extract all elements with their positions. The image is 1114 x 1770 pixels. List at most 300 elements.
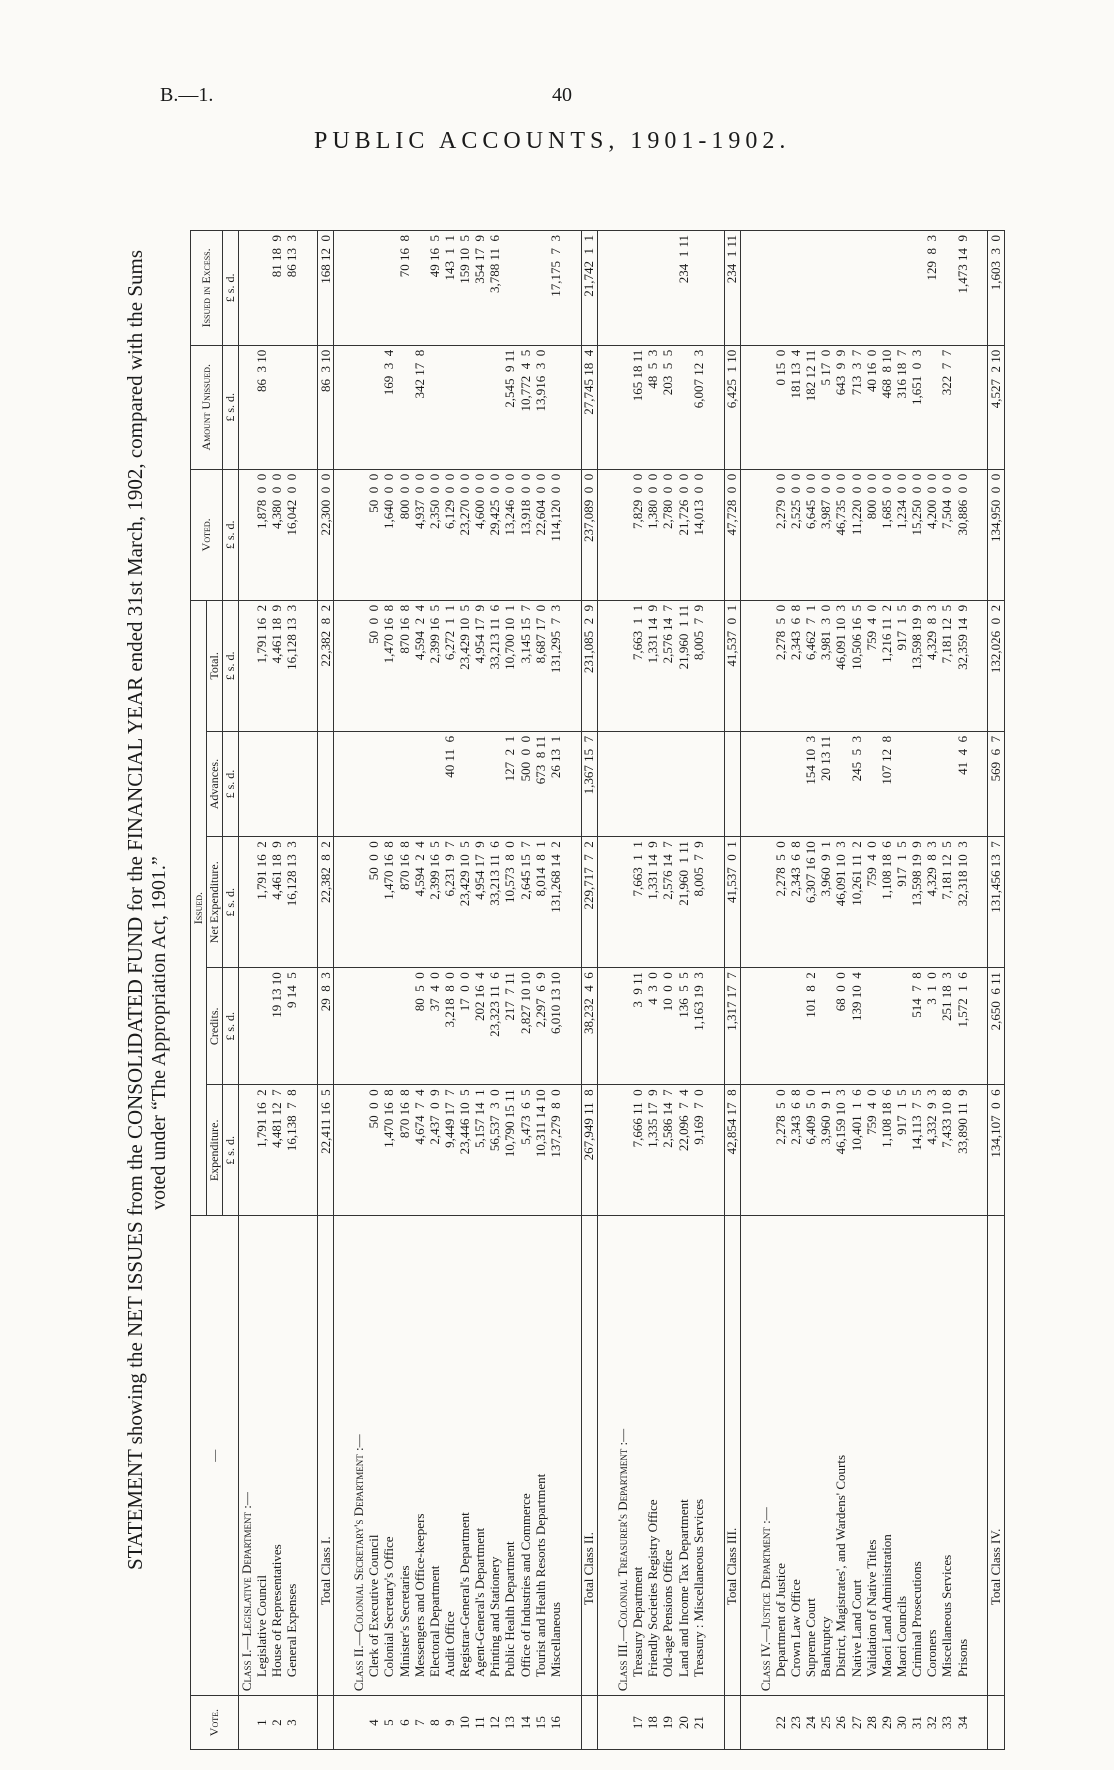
class-heading-row xyxy=(758,231,773,1750)
total-credits-cell: 38,232 4 6 xyxy=(581,968,597,1085)
unissued-cell xyxy=(488,345,503,469)
excess-cell xyxy=(879,231,894,346)
spacer-cell xyxy=(334,469,352,600)
spacer-cell xyxy=(334,1085,352,1216)
credits-cell: 2,827 10 10 xyxy=(518,968,533,1085)
excess-cell: 3,788 11 6 xyxy=(488,231,503,346)
unissued-cell xyxy=(427,345,442,469)
total-cell: 50 0 0 xyxy=(367,600,382,731)
spacer-row xyxy=(334,231,352,1750)
spacer-cell xyxy=(970,345,988,469)
advances-cell xyxy=(615,731,630,836)
advances-cell xyxy=(894,731,909,836)
credits-cell: 3,218 8 0 xyxy=(442,968,457,1085)
volume-reference: B.—1. xyxy=(160,84,214,106)
expenditure-cell: 46,159 10 3 xyxy=(834,1085,849,1216)
spacer-cell xyxy=(563,1216,581,1696)
spacer-cell xyxy=(300,231,318,346)
total-cell: 46,091 10 3 xyxy=(834,600,849,731)
item-name: Audit Office xyxy=(442,1216,457,1696)
vote-number: 34 xyxy=(955,1696,970,1750)
unissued-cell: 468 8 10 xyxy=(879,345,894,469)
table-row xyxy=(849,231,864,1750)
expenditure-cell: 56,537 3 0 xyxy=(488,1085,503,1216)
net-expenditure-cell: 7,181 12 5 xyxy=(940,837,955,968)
spacer-cell xyxy=(706,345,724,469)
item-name: Supreme Court xyxy=(804,1216,819,1696)
total-net-expenditure-cell: 41,537 0 1 xyxy=(724,837,740,968)
credits-cell: 1,572 1 6 xyxy=(955,968,970,1085)
lsd-unit: £ s. d. xyxy=(223,968,239,1085)
credits-cell: 217 7 11 xyxy=(503,968,518,1085)
total-cell: 2,278 5 0 xyxy=(773,600,788,731)
unissued-cell xyxy=(615,345,630,469)
expenditure-cell: 1,108 18 6 xyxy=(879,1085,894,1216)
vote-number: 22 xyxy=(773,1696,788,1750)
spacer-cell xyxy=(300,968,318,1085)
vote-number-cell xyxy=(352,1696,367,1750)
vote-number: 20 xyxy=(676,1696,691,1750)
item-name: Electoral Department xyxy=(427,1216,442,1696)
spacer-cell xyxy=(598,968,616,1085)
expenditure-cell: 7,666 11 0 xyxy=(631,1085,646,1216)
excess-cell xyxy=(788,231,803,346)
table-row xyxy=(773,231,788,1750)
expenditure-cell: 50 0 0 xyxy=(367,1085,382,1216)
item-name: Public Health Department xyxy=(503,1216,518,1696)
excess-cell: 49 16 5 xyxy=(427,231,442,346)
total-cell xyxy=(239,600,255,731)
spacer-cell xyxy=(740,345,758,469)
spacer-cell xyxy=(970,600,988,731)
total-cell: 7,181 12 5 xyxy=(940,600,955,731)
excess-cell xyxy=(773,231,788,346)
total-cell: 1,791 16 2 xyxy=(254,600,269,731)
credits-cell xyxy=(819,968,834,1085)
spacer-cell xyxy=(706,731,724,836)
credits-cell: 3 9 11 xyxy=(631,968,646,1085)
net-expenditure-cell: 10,573 8 0 xyxy=(503,837,518,968)
expenditure-cell: 137,279 8 0 xyxy=(548,1085,563,1216)
lsd-unit: £ s. d. xyxy=(223,1085,239,1216)
excess-cell xyxy=(691,231,706,346)
advances-header: Advances. xyxy=(207,731,223,836)
expenditure-cell: 4,481 12 7 xyxy=(269,1085,284,1216)
class-total-row xyxy=(317,231,333,1750)
table-row xyxy=(940,231,955,1750)
advances-cell: 673 8 11 xyxy=(533,731,548,836)
net-expenditure-cell: 131,268 14 2 xyxy=(548,837,563,968)
credits-cell: 136 5 5 xyxy=(676,968,691,1085)
voted-cell: 2,279 0 0 xyxy=(773,469,788,600)
voted-cell: 7,829 0 0 xyxy=(631,469,646,600)
net-expenditure-cell: 23,429 10 5 xyxy=(458,837,473,968)
net-expenditure-cell xyxy=(615,837,630,968)
vote-number-cell xyxy=(615,1696,630,1750)
expenditure-cell xyxy=(758,1085,773,1216)
unissued-cell xyxy=(284,345,299,469)
excess-cell xyxy=(940,231,955,346)
voted-cell: 13,246 0 0 xyxy=(503,469,518,600)
net-expenditure-cell: 21,960 1 11 xyxy=(676,837,691,968)
spacer-row xyxy=(740,231,758,1750)
excess-cell xyxy=(412,231,427,346)
class-heading-row xyxy=(615,231,630,1750)
voted-cell: 50 0 0 xyxy=(367,469,382,600)
unissued-cell: 169 3 4 xyxy=(382,345,397,469)
advances-cell xyxy=(352,731,367,836)
statement-title: STATEMENT showing the NET ISSUES from the CONSOLIDATED FUND for the FINANCIAL YEAR ended 31st March, 1902, compared with the Sums xyxy=(123,249,147,1570)
table-row xyxy=(412,231,427,1750)
item-name: Registrar-General's Department xyxy=(458,1216,473,1696)
item-name: Maori Councils xyxy=(894,1216,909,1696)
advances-cell xyxy=(758,731,773,836)
spacer-cell xyxy=(334,968,352,1085)
unissued-cell: 5 17 0 xyxy=(819,345,834,469)
vote-number: 7 xyxy=(412,1696,427,1750)
credits-cell: 19 13 10 xyxy=(269,968,284,1085)
unissued-cell: 181 13 4 xyxy=(788,345,803,469)
table-row xyxy=(819,231,834,1750)
voted-cell: 2,525 0 0 xyxy=(788,469,803,600)
excess-cell xyxy=(367,231,382,346)
total-unissued-cell: 6,425 1 10 xyxy=(724,345,740,469)
item-header: — xyxy=(191,1216,239,1696)
excess-cell xyxy=(239,231,255,346)
excess-cell xyxy=(834,231,849,346)
table-row xyxy=(442,231,457,1750)
total-cell: 1,216 11 2 xyxy=(879,600,894,731)
advances-cell: 107 12 8 xyxy=(879,731,894,836)
voted-cell: 4,600 0 0 xyxy=(473,469,488,600)
lsd-unit: £ s. d. xyxy=(223,469,239,600)
advances-cell: 245 5 3 xyxy=(849,731,864,836)
class-heading-row xyxy=(239,231,255,1750)
excess-cell xyxy=(864,231,879,346)
voted-cell xyxy=(352,469,367,600)
total-expenditure-cell: 267,949 11 8 xyxy=(581,1085,597,1216)
total-cell: 33,213 11 6 xyxy=(488,600,503,731)
item-name: Legislative Council xyxy=(254,1216,269,1696)
voted-cell: 23,270 0 0 xyxy=(458,469,473,600)
total-cell: 6,462 7 1 xyxy=(804,600,819,731)
voted-cell: 22,604 0 0 xyxy=(533,469,548,600)
rotated-statement xyxy=(0,210,1004,1770)
vote-number: 8 xyxy=(427,1696,442,1750)
voted-cell: 14,013 0 0 xyxy=(691,469,706,600)
unissued-cell: 48 5 3 xyxy=(646,345,661,469)
net-expenditure-cell xyxy=(239,837,255,968)
voted-cell: 21,726 0 0 xyxy=(676,469,691,600)
advances-cell xyxy=(925,731,940,836)
spacer-cell xyxy=(563,469,581,600)
excess-cell xyxy=(615,231,630,346)
net-expenditure-cell: 2,399 16 5 xyxy=(427,837,442,968)
total-voted-cell: 22,300 0 0 xyxy=(317,469,333,600)
voted-cell: 6,645 0 0 xyxy=(804,469,819,600)
table-row xyxy=(894,231,909,1750)
vote-number: 17 xyxy=(631,1696,646,1750)
table-row xyxy=(269,231,284,1750)
voted-cell: 800 0 0 xyxy=(864,469,879,600)
lsd-unit: £ s. d. xyxy=(223,345,239,469)
net-expenditure-cell: 1,108 18 6 xyxy=(879,837,894,968)
expenditure-cell: 759 4 0 xyxy=(864,1085,879,1216)
expenditure-cell: 9,449 17 7 xyxy=(442,1085,457,1216)
vote-number: 28 xyxy=(864,1696,879,1750)
expenditure-cell: 4,332 9 3 xyxy=(925,1085,940,1216)
voted-cell: 2,780 0 0 xyxy=(661,469,676,600)
excess-cell: 143 1 1 xyxy=(442,231,457,346)
excess-cell xyxy=(910,231,925,346)
voted-cell: 13,918 0 0 xyxy=(518,469,533,600)
credits-cell xyxy=(254,968,269,1085)
unissued-cell: 13,916 3 0 xyxy=(533,345,548,469)
spacer-cell xyxy=(970,1696,988,1750)
item-name: General Expenses xyxy=(284,1216,299,1696)
vote-number: 19 xyxy=(661,1696,676,1750)
item-name: Tourist and Health Resorts Department xyxy=(533,1216,548,1696)
table-row xyxy=(533,231,548,1750)
advances-cell xyxy=(427,731,442,836)
total-cell: 4,954 17 9 xyxy=(473,600,488,731)
spacer-cell xyxy=(740,968,758,1085)
credits-cell xyxy=(382,968,397,1085)
net-expenditure-cell: 6,231 9 7 xyxy=(442,837,457,968)
total-cell: 8,005 7 9 xyxy=(691,600,706,731)
advances-cell xyxy=(834,731,849,836)
expenditure-cell: 1,470 16 8 xyxy=(382,1085,397,1216)
excess-header: Issued in Excess. xyxy=(191,231,223,346)
vote-number: 4 xyxy=(367,1696,382,1750)
total-voted-cell: 134,950 0 0 xyxy=(988,469,1005,600)
table-row xyxy=(473,231,488,1750)
total-credits-cell: 29 8 3 xyxy=(317,968,333,1085)
class-heading: Class III.—Colonial Treasurer's Department :— xyxy=(615,1216,630,1696)
total-voted-cell: 237,089 0 0 xyxy=(581,469,597,600)
spacer-cell xyxy=(970,837,988,968)
item-name: Validation of Native Titles xyxy=(864,1216,879,1696)
item-name: Maori Land Administration xyxy=(879,1216,894,1696)
voted-cell: 4,200 0 0 xyxy=(925,469,940,600)
item-name: House of Representatives xyxy=(269,1216,284,1696)
excess-cell xyxy=(661,231,676,346)
spacer-cell xyxy=(563,231,581,346)
credits-cell xyxy=(615,968,630,1085)
item-name: Miscellaneous Services xyxy=(940,1216,955,1696)
spacer-cell xyxy=(563,837,581,968)
excess-cell xyxy=(894,231,909,346)
voted-cell: 4,380 0 0 xyxy=(269,469,284,600)
spacer-cell xyxy=(563,345,581,469)
total-advances-cell xyxy=(317,731,333,836)
voted-cell: 16,042 0 0 xyxy=(284,469,299,600)
total-total-cell: 132,026 0 2 xyxy=(988,600,1005,731)
unissued-cell xyxy=(442,345,457,469)
excess-cell: 129 8 3 xyxy=(925,231,940,346)
spacer-cell xyxy=(300,1696,318,1750)
spacer-cell xyxy=(598,1696,616,1750)
net-expenditure-cell: 2,576 14 7 xyxy=(661,837,676,968)
unissued-header: Amount Unissued. xyxy=(191,345,223,469)
net-expenditure-cell: 13,598 19 9 xyxy=(910,837,925,968)
table-row xyxy=(503,231,518,1750)
spacer-cell xyxy=(740,837,758,968)
total-cell: 3,145 15 7 xyxy=(518,600,533,731)
advances-cell xyxy=(661,731,676,836)
total-cell: 4,461 18 9 xyxy=(269,600,284,731)
vote-number-cell xyxy=(239,1696,255,1750)
voted-cell: 1,640 0 0 xyxy=(382,469,397,600)
spacer-cell xyxy=(970,968,988,1085)
expenditure-cell xyxy=(352,1085,367,1216)
total-advances-cell: 1,367 15 7 xyxy=(581,731,597,836)
credits-cell: 139 10 4 xyxy=(849,968,864,1085)
credits-cell xyxy=(397,968,412,1085)
total-cell: 10,506 16 5 xyxy=(849,600,864,731)
excess-cell: 159 10 5 xyxy=(458,231,473,346)
voted-cell xyxy=(758,469,773,600)
item-name: Colonial Secretary's Office xyxy=(382,1216,397,1696)
expenditure-cell: 33,890 11 9 xyxy=(955,1085,970,1216)
spacer-cell xyxy=(706,968,724,1085)
spacer-cell xyxy=(334,837,352,968)
total-cell: 1,331 14 9 xyxy=(646,600,661,731)
vote-number: 6 xyxy=(397,1696,412,1750)
unissued-cell xyxy=(367,345,382,469)
total-cell: 3,981 3 0 xyxy=(819,600,834,731)
total-voted-cell: 47,728 0 0 xyxy=(724,469,740,600)
vote-number: 3 xyxy=(284,1696,299,1750)
spacer-cell xyxy=(334,1696,352,1750)
vote-number: 25 xyxy=(819,1696,834,1750)
class-heading-row xyxy=(352,231,367,1750)
credits-cell: 10 0 0 xyxy=(661,968,676,1085)
total-cell: 2,576 14 7 xyxy=(661,600,676,731)
net-expenditure-cell: 16,128 13 3 xyxy=(284,837,299,968)
credits-cell: 9 14 5 xyxy=(284,968,299,1085)
net-expenditure-cell: 917 1 5 xyxy=(894,837,909,968)
spacer-cell xyxy=(563,968,581,1085)
spacer-row xyxy=(563,231,581,1750)
expenditure-cell: 10,790 15 11 xyxy=(503,1085,518,1216)
vote-number: 29 xyxy=(879,1696,894,1750)
net-expenditure-cell: 6,307 16 10 xyxy=(804,837,819,968)
total-excess-cell: 168 12 0 xyxy=(317,231,333,346)
total-cell: 2,343 6 8 xyxy=(788,600,803,731)
net-expenditure-cell: 32,318 10 3 xyxy=(955,837,970,968)
total-cell: 4,329 8 3 xyxy=(925,600,940,731)
table-row xyxy=(676,231,691,1750)
table-row xyxy=(834,231,849,1750)
total-expenditure-cell: 22,411 16 5 xyxy=(317,1085,333,1216)
spacer-cell xyxy=(598,345,616,469)
unissued-cell xyxy=(473,345,488,469)
net-expenditure-cell: 10,261 11 2 xyxy=(849,837,864,968)
spacer-cell xyxy=(740,600,758,731)
advances-cell: 154 10 3 xyxy=(804,731,819,836)
spacer-cell xyxy=(334,600,352,731)
item-name: Criminal Prosecutions xyxy=(910,1216,925,1696)
spacer-cell xyxy=(706,1216,724,1696)
item-name: Friendly Societies Registry Office xyxy=(646,1216,661,1696)
voted-cell: 46,735 0 0 xyxy=(834,469,849,600)
spacer-cell xyxy=(300,600,318,731)
table-row xyxy=(955,231,970,1750)
unissued-cell: 342 17 8 xyxy=(412,345,427,469)
credits-cell: 202 16 4 xyxy=(473,968,488,1085)
expenditure-cell: 9,169 7 0 xyxy=(691,1085,706,1216)
credits-cell: 6,010 13 10 xyxy=(548,968,563,1085)
advances-cell xyxy=(397,731,412,836)
spacer-cell xyxy=(300,345,318,469)
item-name: Messengers and Office-keepers xyxy=(412,1216,427,1696)
total-advances-cell xyxy=(724,731,740,836)
excess-cell xyxy=(819,231,834,346)
expenditure-cell: 10,401 1 6 xyxy=(849,1085,864,1216)
unissued-cell xyxy=(758,345,773,469)
total-cell: 7,663 1 1 xyxy=(631,600,646,731)
expenditure-cell: 1,335 17 9 xyxy=(646,1085,661,1216)
expenditure-cell: 917 1 5 xyxy=(894,1085,909,1216)
advances-cell xyxy=(646,731,661,836)
spacer-cell xyxy=(740,231,758,346)
voted-cell: 1,685 0 0 xyxy=(879,469,894,600)
table-row xyxy=(427,231,442,1750)
vote-number: 5 xyxy=(382,1696,397,1750)
excess-cell xyxy=(503,231,518,346)
table-row xyxy=(397,231,412,1750)
table-row xyxy=(488,231,503,1750)
vote-number: 15 xyxy=(533,1696,548,1750)
unissued-cell: 643 9 9 xyxy=(834,345,849,469)
credits-cell xyxy=(879,968,894,1085)
unissued-cell: 165 18 11 xyxy=(631,345,646,469)
spacer-row xyxy=(300,231,318,1750)
credits-cell xyxy=(352,968,367,1085)
credits-cell: 251 18 3 xyxy=(940,968,955,1085)
credits-cell: 37 4 0 xyxy=(427,968,442,1085)
table-row xyxy=(804,231,819,1750)
voted-cell: 30,886 0 0 xyxy=(955,469,970,600)
lsd-unit: £ s. d. xyxy=(223,837,239,968)
total-net-expenditure-cell: 131,456 13 7 xyxy=(988,837,1005,968)
table-row xyxy=(367,231,382,1750)
total-cell: 1,470 16 8 xyxy=(382,600,397,731)
voted-cell: 1,234 0 0 xyxy=(894,469,909,600)
total-unissued-cell: 86 3 10 xyxy=(317,345,333,469)
vote-number: 18 xyxy=(646,1696,661,1750)
advances-cell xyxy=(631,731,646,836)
spacer-cell xyxy=(300,731,318,836)
vote-number: 31 xyxy=(910,1696,925,1750)
excess-cell xyxy=(518,231,533,346)
voted-cell: 800 0 0 xyxy=(397,469,412,600)
voted-cell: 1,380 0 0 xyxy=(646,469,661,600)
unissued-cell: 316 18 7 xyxy=(894,345,909,469)
credits-cell: 3 1 0 xyxy=(925,968,940,1085)
net-expenditure-cell xyxy=(352,837,367,968)
vote-number: 2 xyxy=(269,1696,284,1750)
excess-cell: 70 16 8 xyxy=(397,231,412,346)
vote-number: 21 xyxy=(691,1696,706,1750)
total-expenditure-cell: 134,107 0 6 xyxy=(988,1085,1005,1216)
item-name: Department of Justice xyxy=(773,1216,788,1696)
credits-cell: 1,163 19 3 xyxy=(691,968,706,1085)
excess-cell: 1,473 14 9 xyxy=(955,231,970,346)
issued-header: Issued. xyxy=(191,600,207,1216)
expenditure-cell: 6,409 5 0 xyxy=(804,1085,819,1216)
